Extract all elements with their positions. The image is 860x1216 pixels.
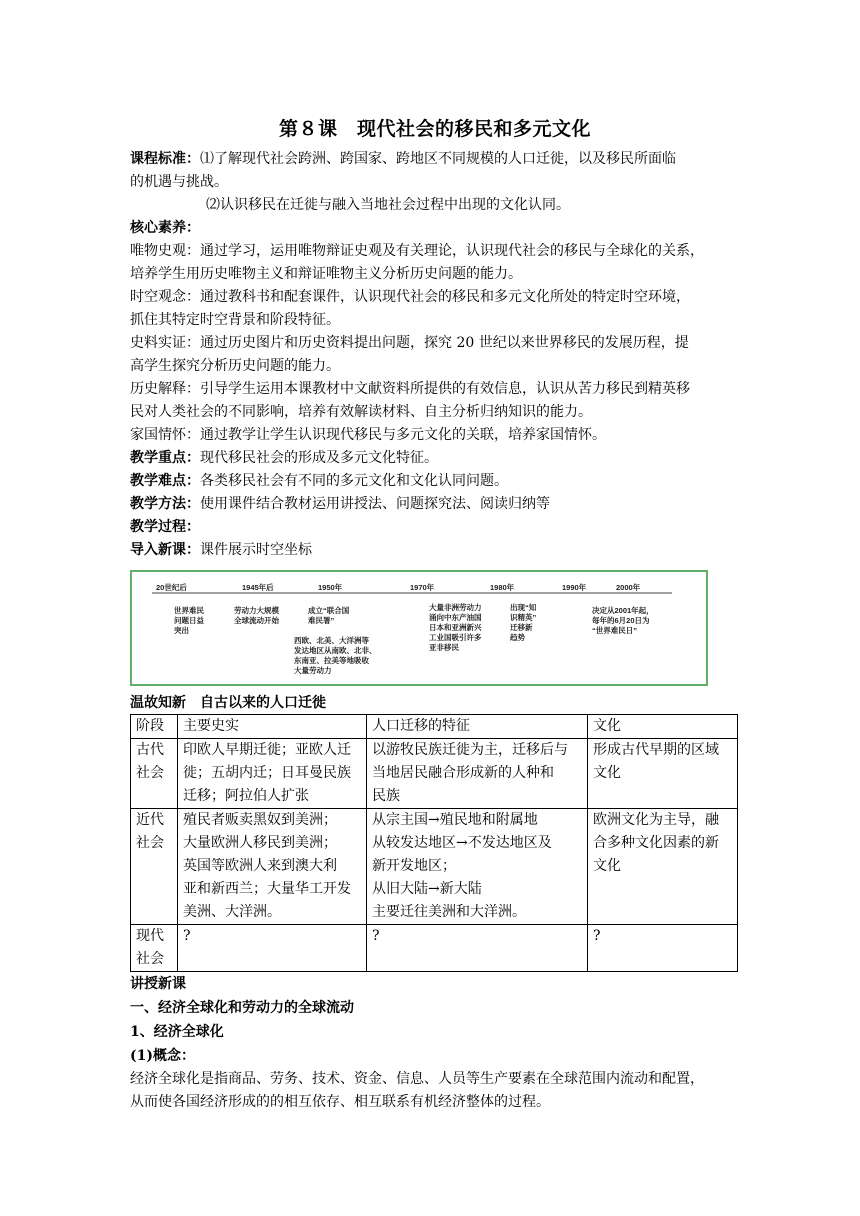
timeline-year: 20世纪后 (156, 583, 187, 592)
standards-item-1-cont: 的机遇与挑战。 (130, 174, 228, 190)
difficulty-text: 各类移民社会有不同的多元文化和文化认同问题。 (200, 473, 508, 489)
svg-text:日本和亚洲新兴: 日本和亚洲新兴 (429, 623, 482, 632)
table-cell-culture: 欧洲文化为主导，融 合多种文化因素的新 文化 (588, 809, 738, 925)
svg-text:西欧、北美、大洋洲等: 西欧、北美、大洋洲等 (294, 636, 369, 645)
table-cell-stage: 现代 社会 (131, 925, 178, 972)
table-cell-features: 从宗主国→殖民地和附属地 从较发达地区→不发达地区及 新开发地区； 从旧大陆→新大陆 主要迁往美洲和大洋洲。 (367, 809, 588, 925)
timeline-event-7 (592, 605, 654, 635)
timeline-event-3 (308, 605, 350, 625)
document-page (130, 112, 740, 1114)
method-text: 使用课件结合教材运用讲授法、问题探究法、阅读归纳等 (200, 496, 550, 512)
subsection-1-heading: 1、经济全球化 (130, 1024, 224, 1040)
page-title: 第８课 现代社会的移民和多元文化 (278, 118, 591, 140)
timeline-year: 1980年 (490, 583, 515, 592)
process-label: 教学过程： (130, 519, 200, 535)
timeline-year: 1970年 (410, 583, 435, 592)
literacy-p3b: 高学生探究分析历史问题的能力。 (130, 358, 340, 374)
table-cell-features: ? (367, 925, 588, 972)
review-heading (130, 692, 740, 714)
svg-text:大量劳动力: 大量劳动力 (294, 666, 332, 675)
literacy-p5: 家国情怀：通过教学让学生认识现代移民与多元文化的关联，培养家国情怀。 (130, 427, 606, 443)
svg-text:迁移新: 迁移新 (510, 623, 533, 632)
svg-text:大量非洲劳动力: 大量非洲劳动力 (429, 603, 482, 612)
intro (130, 539, 740, 562)
difficulty (130, 470, 740, 493)
svg-text:世界难民: 世界难民 (174, 606, 204, 615)
review-label: 温故知新 (130, 695, 186, 711)
svg-text:东南亚、拉美等地吸收: 东南亚、拉美等地吸收 (294, 656, 369, 665)
concept-line-2: 从而使各国经济形成的的相互依存、相互联系有机经济整体的过程。 (130, 1094, 550, 1110)
intro-text: 课件展示时空坐标 (200, 542, 312, 558)
svg-text:问题日益: 问题日益 (174, 616, 204, 625)
literacy-p1b: 培养学生用历史唯物主义和辩证唯物主义分析历史问题的能力。 (130, 266, 522, 282)
timeline-year: 1945年后 (242, 583, 274, 592)
svg-text:全球流动开始: 全球流动开始 (234, 616, 279, 625)
method-label: 教学方法： (130, 496, 200, 512)
standards-item-2: ⑵认识移民在迁徙与融入当地社会过程中出现的文化认同。 (206, 197, 570, 213)
method (130, 493, 740, 516)
concept-label: (1)概念： (130, 1048, 195, 1064)
concept-line-1: 经济全球化是指商品、劳务、技术、资金、信息、人员等生产要素在全球范围内流动和配置， (130, 1071, 704, 1087)
svg-text:成立“联合国: 成立“联合国 (308, 606, 350, 615)
table-cell-facts: ? (178, 925, 367, 972)
literacy-p1a: 唯物史观：通过学习，运用唯物辩证史观及有关理论，认识现代社会的移民与全球化的关系， (130, 243, 704, 259)
svg-text:每年的6月20日为: 每年的6月20日为 (592, 616, 650, 625)
svg-text:出现“知: 出现“知 (510, 603, 537, 612)
timeline-year: 1950年 (318, 583, 343, 592)
svg-text:突出: 突出 (174, 626, 189, 635)
literacy-p2a: 时空观念：通过教科书和配套课件，认识现代社会的移民和多元文化所处的特定时空环境， (130, 289, 690, 305)
new-lesson-heading: 讲授新课 (130, 976, 186, 992)
svg-text:难民署”: 难民署” (308, 616, 335, 625)
svg-text:劳动力大规模: 劳动力大规模 (234, 606, 279, 615)
standards-item-1: ⑴了解现代社会跨洲、跨国家、跨地区不同规模的人口迁徙，以及移民所面临 (200, 151, 676, 167)
literacy-p4b: 民对人类社会的不同影响，培养有效解读材料、自主分析归纳知识的能力。 (130, 404, 592, 420)
table-cell-culture: ? (588, 925, 738, 972)
svg-text:决定从2001年起，: 决定从2001年起， (592, 606, 654, 615)
table-header-row (131, 715, 738, 739)
table-row (131, 739, 738, 809)
svg-text:识精英”: 识精英” (510, 613, 537, 622)
table-cell-facts: 殖民者贩卖黑奴到美洲； 大量欧洲人移民到美洲； 英国等欧洲人来到澳大利 亚和新西兰；大量华工开发 美洲、大洋洲。 (178, 809, 367, 925)
key-point-text: 现代移民社会的形成及多元文化特征。 (200, 450, 438, 466)
table-cell-stage: 近代 社会 (131, 809, 178, 925)
timeline-figure (130, 570, 708, 686)
timeline-event-1 (174, 605, 204, 635)
key-point-label: 教学重点： (130, 450, 200, 466)
section-1-heading: 一、经济全球化和劳动力的全球流动 (130, 1000, 354, 1016)
key-point (130, 447, 740, 470)
standards-line-1 (130, 148, 740, 171)
timeline-year: 1990年 (562, 583, 587, 592)
literacy-label: 核心素养： (130, 220, 200, 236)
timeline-event-2 (234, 605, 279, 625)
literacy-p2b: 抓住其特定时空背景和阶段特征。 (130, 312, 340, 328)
difficulty-label: 教学难点： (130, 473, 200, 489)
svg-text:涌向中东产油国: 涌向中东产油国 (429, 613, 482, 622)
migration-table (130, 714, 738, 972)
table-cell-facts: 印欧人早期迁徙；亚欧人迁 徙；五胡内迁；日耳曼民族 迁移；阿拉伯人扩张 (178, 739, 367, 809)
timeline-event-6 (510, 602, 537, 642)
table-cell-culture: 形成古代早期的区域 文化 (588, 739, 738, 809)
svg-text:“世界难民日”: “世界难民日” (592, 626, 637, 635)
svg-text:发达地区从南欧、北非、: 发达地区从南欧、北非、 (294, 646, 377, 655)
intro-label: 导入新课： (130, 542, 200, 558)
table-header: 阶段 (131, 715, 178, 739)
table-cell-stage: 古代 社会 (131, 739, 178, 809)
table-header: 人口迁移的特征 (367, 715, 588, 739)
literacy-p4a: 历史解释：引导学生运用本课教材中文献资料所提供的有效信息，认识从苦力移民到精英移 (130, 381, 690, 397)
table-header: 主要史实 (178, 715, 367, 739)
literacy-p3a: 史料实证：通过历史图片和历史资料提出问题，探究 20 世纪以来世界移民的发展历程，提 (130, 335, 689, 351)
review-title: 自古以来的人口迁徙 (200, 695, 326, 711)
table-header: 文化 (588, 715, 738, 739)
standards-label: 课程标准： (130, 151, 200, 167)
svg-text:趋势: 趋势 (510, 633, 525, 642)
svg-text:亚非移民: 亚非移民 (429, 643, 459, 652)
timeline-year: 2000年 (616, 583, 641, 592)
timeline-event-5 (429, 602, 482, 652)
svg-text:工业国吸引许多: 工业国吸引许多 (429, 633, 482, 642)
timeline-event-4 (293, 635, 377, 675)
table-row (131, 925, 738, 972)
table-cell-features: 以游牧民族迁徙为主，迁移后与 当地居民融合形成新的人种和 民族 (367, 739, 588, 809)
table-row (131, 809, 738, 925)
